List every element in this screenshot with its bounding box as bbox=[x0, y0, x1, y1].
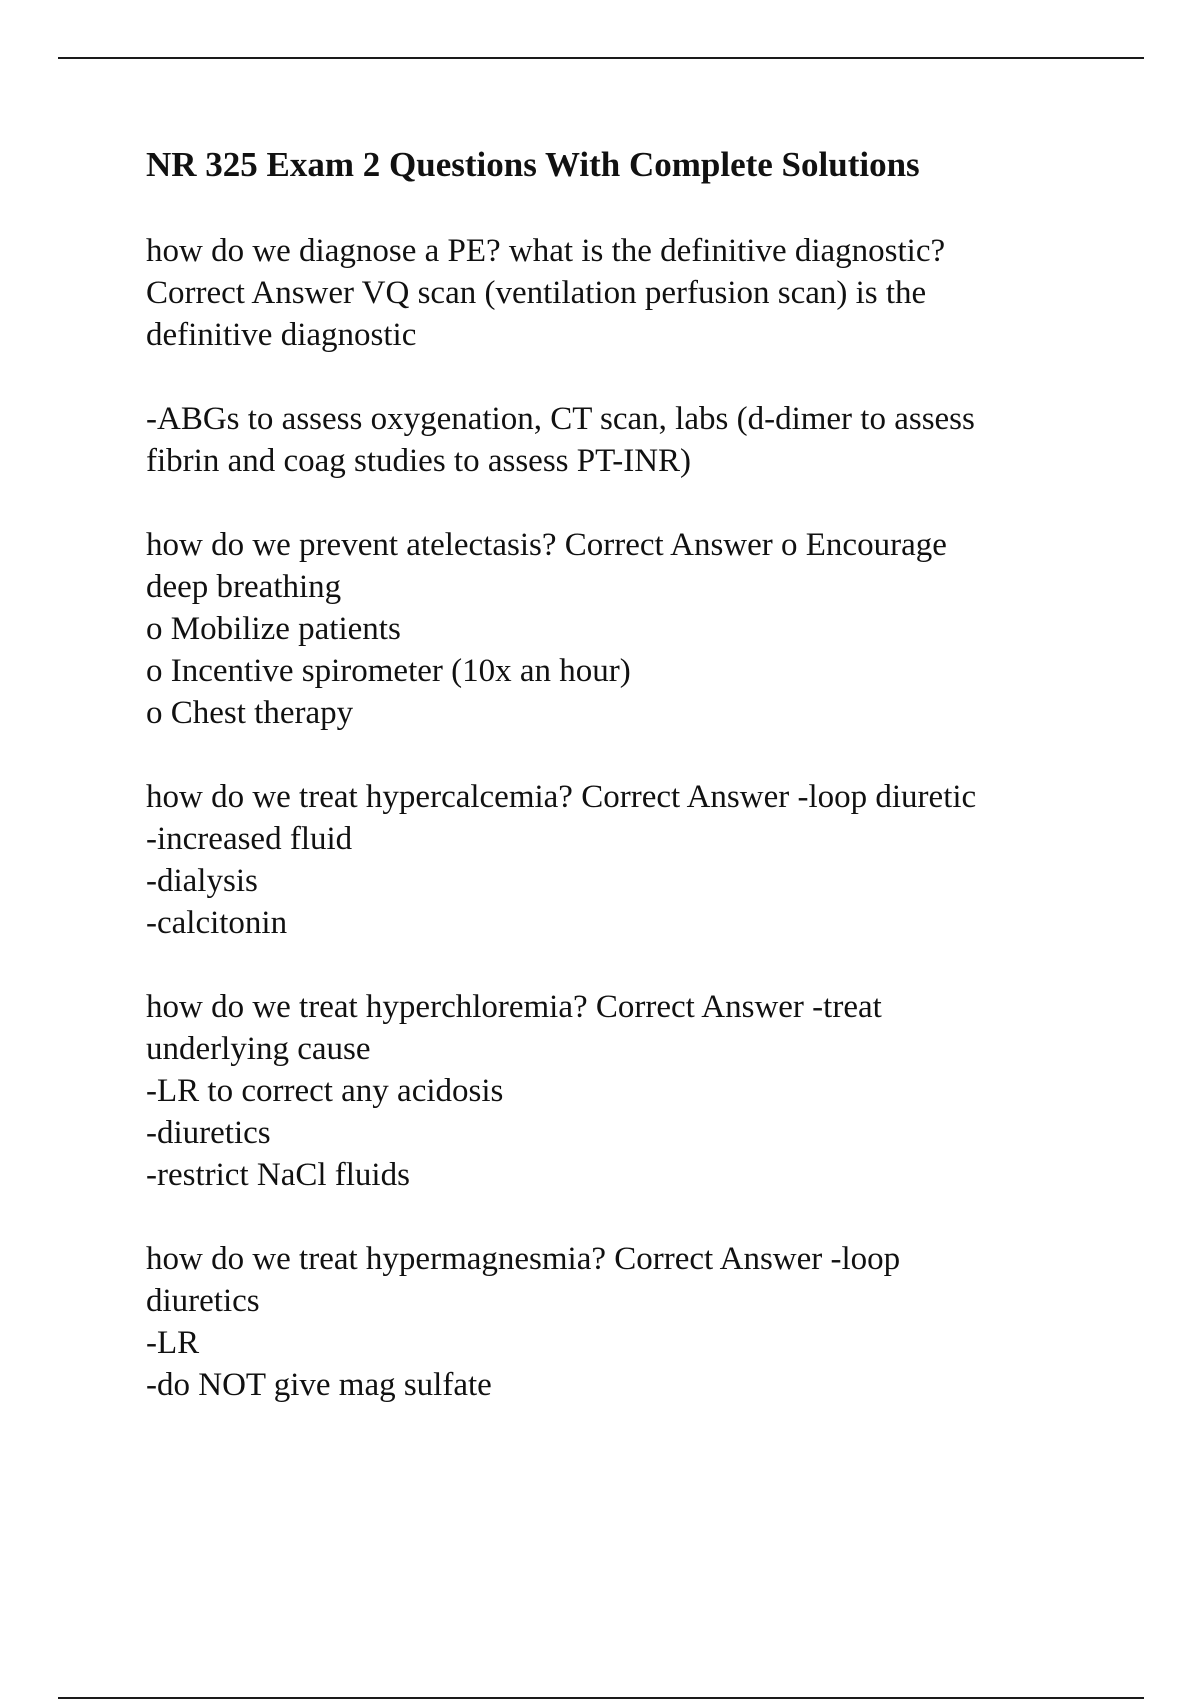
qa-paragraph-hypercalcemia: how do we treat hypercalcemia? Correct Answer -loop diuretic -increased fluid -dialysis -calcitonin bbox=[146, 779, 977, 941]
document-body bbox=[146, 230, 1106, 1448]
qa-paragraph-hypermagnesmia: how do we treat hypermagnesmia? Correct Answer -loop diuretics -LR -do NOT give mag sulfate bbox=[146, 1241, 901, 1403]
qa-paragraph-hyperchloremia: how do we treat hyperchloremia? Correct Answer -treat underlying cause -LR to correct any acidosis -diuretics -restrict NaCl fluids bbox=[146, 989, 882, 1193]
qa-paragraph-pe-tests: -ABGs to assess oxygenation, CT scan, labs (d-dimer to assess fibrin and coag studies to assess PT-INR) bbox=[146, 401, 975, 479]
top-divider bbox=[58, 57, 1144, 59]
bottom-divider bbox=[58, 1697, 1144, 1699]
document-title: NR 325 Exam 2 Questions With Complete Solutions bbox=[146, 145, 920, 184]
qa-paragraph-pe-diagnosis: how do we diagnose a PE? what is the definitive diagnostic? Correct Answer VQ scan (ventilation perfusion scan) is the definitive diagnostic bbox=[146, 233, 946, 353]
qa-paragraph-atelectasis: how do we prevent atelectasis? Correct Answer o Encourage deep breathing o Mobilize patients o Incentive spirometer (10x an hour) o Chest therapy bbox=[146, 527, 947, 731]
